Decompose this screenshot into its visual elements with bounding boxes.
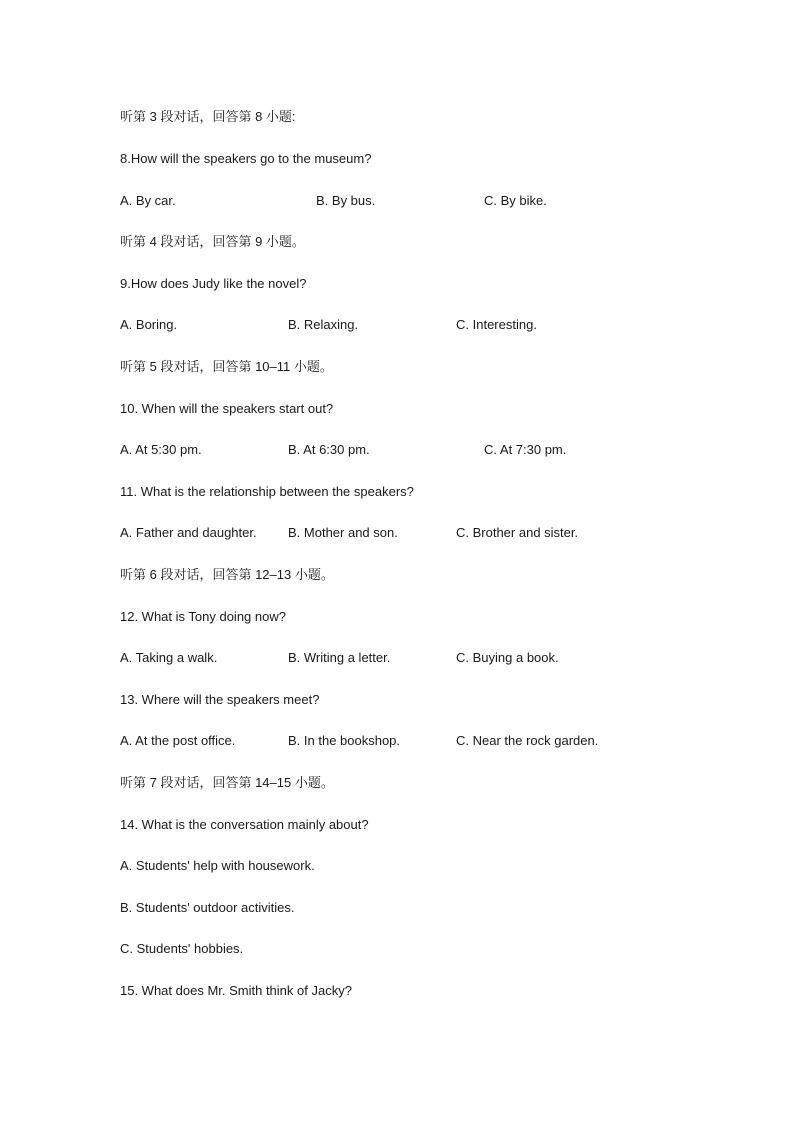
question-14-option-a: A. Students' help with housework. <box>120 858 315 873</box>
question-9-option-b: B. Relaxing. <box>288 317 359 332</box>
question-14-option-c: C. Students' hobbies. <box>120 941 244 956</box>
question-10-option-b: B. At 6:30 pm. <box>288 442 370 457</box>
question-9-option-a: A. Boring. <box>120 317 178 332</box>
question-12-option-b: B. Writing a letter. <box>288 650 391 665</box>
question-12-stem: 12. What is Tony doing now? <box>120 609 286 624</box>
question-12-option-a: A. Taking a walk. <box>120 650 218 665</box>
question-10-stem: 10. When will the speakers start out? <box>120 401 334 416</box>
question-8-option-c: C. By bike. <box>484 193 547 208</box>
section-heading-5: 听第 5 段对话，回答第 10–11 小题。 <box>120 359 333 374</box>
section-heading-7: 听第 7 段对话，回答第 14–15 小题。 <box>120 775 334 790</box>
question-10-option-a: A. At 5:30 pm. <box>120 442 202 457</box>
question-11-option-c: C. Brother and sister. <box>456 525 579 540</box>
section-heading-6: 听第 6 段对话，回答第 12–13 小题。 <box>120 567 334 582</box>
question-8-stem: 8.How will the speakers go to the museum? <box>120 151 372 166</box>
question-15-stem: 15. What does Mr. Smith think of Jacky? <box>120 983 352 998</box>
question-11-option-b: B. Mother and son. <box>288 525 398 540</box>
question-13-option-a: A. At the post office. <box>120 733 236 748</box>
question-12-option-c: C. Buying a book. <box>456 650 559 665</box>
question-14-option-b: B. Students' outdoor activities. <box>120 900 295 915</box>
section-heading-4: 听第 4 段对话，回答第 9 小题。 <box>120 234 305 249</box>
question-11-stem: 11. What is the relationship between the speakers? <box>120 484 414 499</box>
question-13-option-b: B. In the bookshop. <box>288 733 401 748</box>
question-13-option-c: C. Near the rock garden. <box>456 733 599 748</box>
question-13-stem: 13. Where will the speakers meet? <box>120 692 320 707</box>
question-9-stem: 9.How does Judy like the novel? <box>120 276 307 291</box>
question-10-option-c: C. At 7:30 pm. <box>484 442 567 457</box>
question-11-option-a: A. Father and daughter. <box>120 525 257 540</box>
question-9-option-c: C. Interesting. <box>456 317 537 332</box>
section-heading-3: 听第 3 段对话，回答第 8 小题: <box>120 109 296 124</box>
question-14-stem: 14. What is the conversation mainly about? <box>120 817 369 832</box>
question-8-option-b: B. By bus. <box>316 193 376 208</box>
question-8-option-a: A. By car. <box>120 193 176 208</box>
